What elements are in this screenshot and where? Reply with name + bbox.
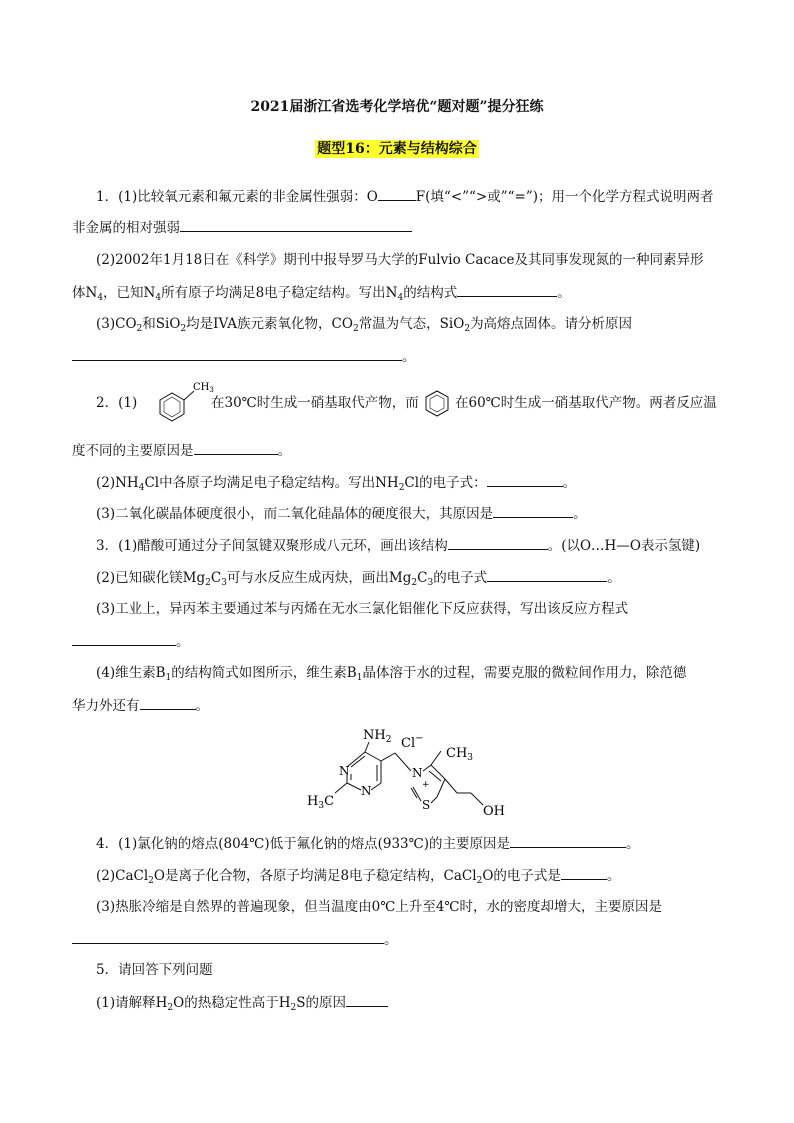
q1-p3-t4: 常温为气态，SiO [358, 316, 465, 332]
q4-p1: 4．(1)氯化钠的熔点(804℃)低于氟化钠的熔点(933℃)的主要原因是 [96, 836, 511, 852]
s-atom: S [422, 798, 431, 812]
q3-p2-d: C [417, 570, 428, 586]
q2-text-b-wrap [211, 393, 419, 413]
ch3-label: $CH_3$ [193, 382, 214, 394]
q4-p2-b: O是离子化合物，各原子均满足8电子稳定结构，CaCl [153, 868, 477, 884]
h3c-label: $H_3C$ [307, 794, 335, 811]
sub: 2 [136, 324, 143, 334]
q3-line2 [96, 567, 621, 588]
q4-p3: (3)热胀冷缩是自然界的普遍现象，但当温度由0℃上升至4℃时，水的密度却增大，主要原因是 [96, 899, 663, 915]
n-atom-1: N [339, 764, 350, 778]
section-subtitle [0, 138, 794, 158]
q3-line6 [72, 695, 209, 716]
sub: 2 [464, 324, 471, 334]
q4-p2-c: O的电子式是 [482, 868, 561, 884]
q1-blank-2[interactable] [180, 217, 412, 232]
sub: 1 [165, 673, 172, 683]
q3-p4-c: 晶体溶于水的过程，需要克服的微粒间作用力，除范德 [362, 665, 687, 681]
q3-line5 [96, 663, 686, 683]
sub: 3 [427, 578, 434, 588]
q3-p2-b: C [210, 570, 222, 586]
q3-p4-b: 的结构简式如图所示，维生素B [171, 665, 357, 681]
n-atom-3: N [412, 766, 423, 780]
q3-line3 [96, 599, 628, 619]
sub: 2 [167, 1003, 174, 1013]
sub: 1 [356, 673, 363, 683]
sub: 2 [290, 1003, 297, 1013]
q4-line2 [96, 865, 620, 886]
nh2-label: $NH_2$ [363, 728, 392, 745]
q1-p2-text-b4: 的结构式 [403, 285, 458, 301]
q1-line2 [72, 217, 412, 238]
q5-line2 [96, 992, 388, 1013]
q4-line4 [72, 929, 398, 950]
q2-blank-3[interactable] [493, 503, 573, 518]
q5-p1-b: O的热稳定性高于H [173, 995, 291, 1011]
period: 。 [176, 634, 190, 650]
q3-p1-a: 3．(1)醋酸可通过分子间氢键双聚形成八元环，画出该结构 [96, 538, 448, 554]
sub: 4 [155, 293, 162, 303]
q2-line2 [72, 440, 291, 461]
sub: 3 [221, 578, 227, 588]
period: 。 [562, 475, 577, 491]
sub: 2 [205, 578, 211, 588]
q1-blank-4[interactable] [72, 346, 402, 361]
q3-blank-2[interactable] [487, 567, 607, 582]
q1-p3-t5: 为高熔点固体。请分析原因 [470, 316, 633, 332]
q1-p3-t1: (3)CO [96, 316, 137, 332]
period: 。 [402, 349, 416, 365]
q1-blank-3[interactable] [457, 282, 557, 297]
period: 。 [607, 570, 621, 586]
q3-blank-3[interactable] [72, 631, 176, 646]
q2-text-d: 度不同的主要原因是 [72, 443, 194, 459]
ch3-right-label: $CH_3$ [446, 746, 474, 763]
q3-line1 [96, 535, 700, 556]
q2-blank-1[interactable] [194, 440, 278, 455]
q3-blank-4[interactable] [140, 695, 196, 710]
benzene-structure-icon [422, 388, 452, 420]
q1-text-c: 非金属的相对强弱 [72, 220, 180, 236]
vitamin-b1-structure-icon [305, 725, 530, 840]
period: 。 [547, 538, 562, 554]
chloride-label: Cl− [401, 733, 424, 751]
sub: 2 [411, 578, 418, 588]
q3-p1-b: (以O…H—O表示氢键) [561, 538, 701, 554]
q3-p2-e: 的电子式 [433, 570, 488, 586]
q5-p1-c: S的原因 [296, 995, 346, 1011]
q2-text-c-wrap [455, 393, 717, 413]
q1-line6 [72, 346, 416, 367]
plus-charge: + [422, 780, 430, 790]
q1-p2-text-b3: 所有原子均满足8电子稳定结构。写出N [161, 285, 398, 301]
q3-blank-1[interactable] [448, 535, 548, 550]
q4-line1 [96, 833, 640, 854]
q3-line4 [72, 631, 190, 652]
toluene-structure-icon [140, 378, 214, 430]
period: 。 [277, 443, 291, 459]
q2-text-b: 在30℃时生成一硝基取代产物，而 [211, 395, 419, 411]
q2-p3: (3)二氧化碳晶体硬度很小，而二氧化硅晶体的硬度很大，其原因是 [96, 506, 494, 522]
period: 。 [195, 698, 209, 714]
period: 。 [626, 836, 640, 852]
q1-text-a: 1．(1)比较氧元素和氟元素的非金属性强弱：O [96, 189, 378, 205]
q1-p2-text-a: (2)2002年1月18日在《科学》期刊中报导罗马大学的Fulvio Cacace及其同事发现氮的一种同素异形 [96, 252, 704, 268]
q3-p4-a: (4)维生素B [96, 665, 166, 681]
period: 。 [384, 932, 398, 948]
q2-p2-a: (2)NH [96, 475, 139, 491]
q1-line3 [96, 250, 704, 270]
n-atom-2: N [361, 784, 372, 798]
q2-text-c: 在60℃时生成一硝基取代产物。两者反应温 [455, 395, 717, 411]
q5-line1 [96, 960, 213, 980]
q4-line3 [96, 897, 662, 917]
sub: 2 [476, 876, 483, 886]
q4-blank-3[interactable] [72, 929, 384, 944]
q1-p3-t3: 均是IVA族元素氧化物，CO [186, 316, 353, 332]
period: 。 [557, 285, 571, 301]
q2-text-a: 2．(1) [96, 395, 138, 411]
q2-p2-c: Cl的电子式： [404, 475, 487, 491]
sub: 2 [180, 324, 187, 334]
q4-p2-a: (2)CaCl [96, 868, 149, 884]
period: 。 [573, 506, 587, 522]
q1-line1 [96, 186, 714, 207]
q1-p3-t2: 和SiO [142, 316, 181, 332]
sub: 2 [352, 324, 359, 334]
period: 。 [606, 868, 621, 884]
page-title: 2021届浙江省选考化学培优“题对题”提分狂练 [250, 99, 544, 115]
q1-line4 [72, 282, 571, 303]
q2-line4 [96, 503, 587, 524]
sub: 2 [148, 876, 154, 886]
sub: 4 [397, 293, 404, 303]
q2-blank-2[interactable] [487, 472, 563, 487]
sub: 2 [398, 483, 405, 493]
q1-blank-1[interactable] [378, 186, 416, 201]
q5-p0: 5．请回答下列问题 [96, 962, 213, 978]
q1-p2-text-b2: ，已知N [103, 285, 156, 301]
sub: 4 [97, 293, 104, 303]
oh-label: OH [483, 804, 505, 819]
q3-p2-a: (2)已知碳化镁Mg [96, 570, 206, 586]
q3-p3: (3)工业上，异丙苯主要通过苯与丙烯在无水三氯化铝催化下反应获得，写出该反应方程式 [96, 601, 629, 617]
q1-line5 [96, 314, 632, 334]
q4-blank-2[interactable] [561, 865, 607, 880]
q1-text-b: F(填“<”“>或”“=”)；用一个化学方程式说明两者 [415, 189, 714, 205]
sub: 4 [138, 483, 145, 493]
q2-label [96, 393, 137, 413]
q3-p2-c: 可与水反应生成丙炔，画出Mg [226, 570, 412, 586]
q5-p1-a: (1)请解释H [96, 995, 168, 1011]
q1-p2-text-b1: 体N [72, 285, 98, 301]
q4-blank-1[interactable] [510, 833, 626, 848]
q2-p2-b: Cl中各原子均满足电子稳定结构。写出NH [144, 475, 399, 491]
q5-blank-1[interactable] [346, 992, 388, 1007]
q3-p4-d: 华力外还有 [72, 698, 140, 714]
subtitle-highlight: 题型16：元素与结构综合 [317, 141, 477, 157]
q2-line3 [96, 472, 576, 493]
